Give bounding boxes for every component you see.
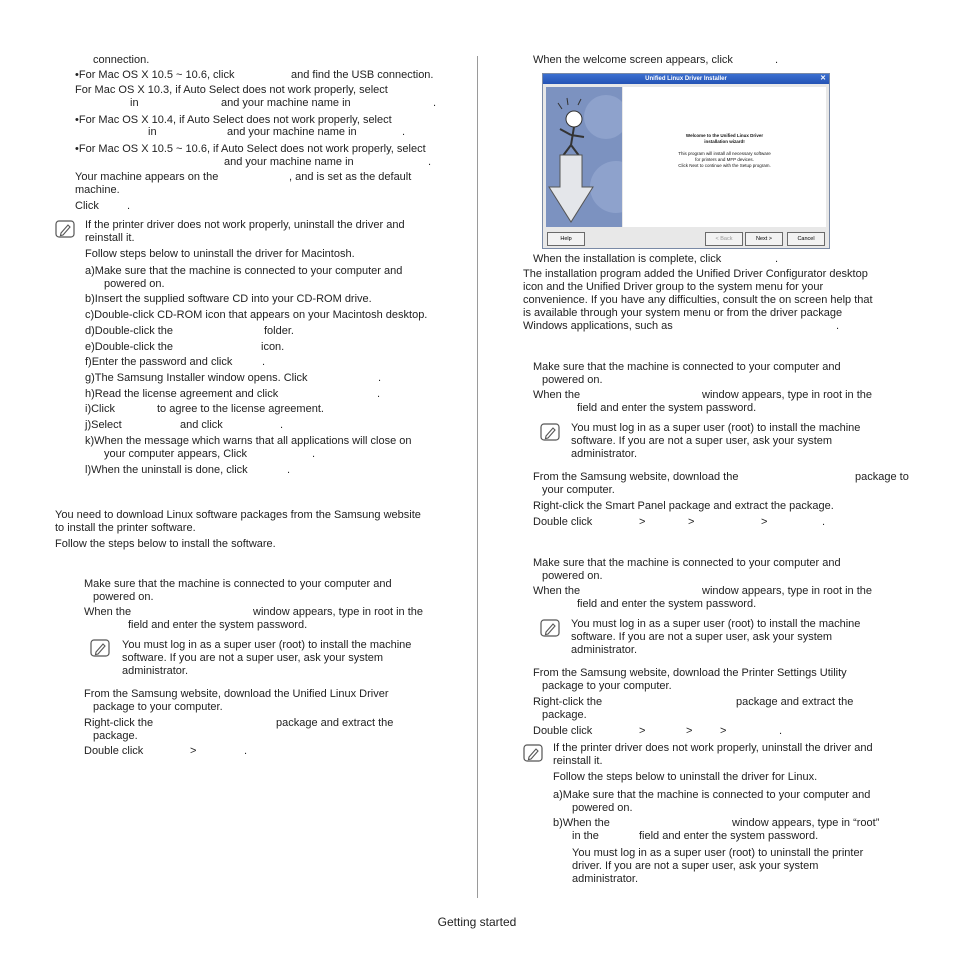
step-text: .: [244, 745, 248, 757]
step-text: Double click: [533, 725, 593, 737]
step-text: package to your computer.: [542, 680, 672, 692]
column-divider: [477, 56, 478, 898]
step-text: field and enter the system password.: [577, 598, 757, 610]
step-text: f)Enter the password and click: [85, 356, 233, 368]
back-button[interactable]: < Back: [705, 232, 743, 246]
text-line: For Mac OS X 10.3, if Auto Select does not work properly, select: [75, 84, 388, 96]
note-text: If the printer driver does not work properly, uninstall the driver and: [553, 742, 873, 754]
step-text: >: [639, 725, 646, 737]
step-text: a)Make sure that the machine is connected to your computer and: [85, 265, 403, 277]
step-text: >: [190, 745, 197, 757]
step-text: powered on.: [93, 591, 154, 603]
step-text: package to: [855, 471, 909, 483]
step-text: .: [378, 372, 382, 384]
text-line: connection.: [93, 54, 150, 66]
step-text: >: [688, 516, 695, 528]
step-text: .: [280, 419, 284, 431]
step-text: .: [377, 388, 381, 400]
next-button[interactable]: Next >: [745, 232, 783, 246]
close-icon[interactable]: ✕: [820, 75, 826, 82]
step-text: .: [262, 356, 266, 368]
text-line: , and is set as the default: [289, 171, 412, 183]
step-text: powered on.: [542, 570, 603, 582]
help-button[interactable]: Help: [547, 232, 585, 246]
step-text: Double click: [533, 516, 593, 528]
text-line: .: [402, 126, 406, 138]
paragraph-line: The installation program added the Unified Driver Configurator desktop: [523, 268, 868, 280]
step-text: field and enter the system password.: [128, 619, 308, 631]
installer-welcome-panel: [623, 87, 826, 227]
step-text: When the: [533, 585, 581, 597]
step-text: powered on.: [572, 802, 633, 814]
step-text: i)Click: [85, 403, 115, 415]
note-text: software. If you are not a super user, ask your system: [571, 631, 833, 643]
step-text: >: [761, 516, 768, 528]
step-text: Make sure that the machine is connected to your computer and: [84, 578, 392, 590]
text-line: .: [428, 156, 432, 168]
welcome-body: This program will install all necessary software: [678, 151, 771, 156]
step-text: a)Make sure that the machine is connected to your computer and: [553, 789, 871, 801]
paragraph-line: is available through your system menu or from the driver package: [523, 307, 843, 319]
step-text: package and extract the: [736, 696, 854, 708]
step-text: window appears, type in “root”: [732, 817, 880, 829]
paragraph-line: to install the printer software.: [55, 522, 196, 534]
note-text: administrator.: [571, 644, 638, 656]
installer-button-bar: [543, 229, 829, 248]
cancel-button[interactable]: Cancel: [787, 232, 825, 246]
note-text: administrator.: [122, 665, 189, 677]
note-text: reinstall it.: [85, 232, 135, 244]
step-text: When the: [533, 389, 581, 401]
welcome-heading: Welcome to the Unified Linux Driver: [685, 133, 764, 138]
note-text: You must log in as a super user (root) to install the machine: [571, 618, 861, 630]
note-text: You must log in as a super user (root) to uninstall the printer: [572, 847, 864, 859]
installer-window-screenshot: [542, 73, 830, 249]
step-text: >: [720, 725, 727, 737]
step-text: .: [779, 725, 783, 737]
step-text: powered on.: [542, 374, 603, 386]
note-pencil-icon: [540, 619, 560, 637]
step-text: your computer.: [542, 484, 615, 496]
step-text: l)When the uninstall is done, click: [85, 464, 248, 476]
text-line: .: [775, 54, 779, 66]
text-line: in: [130, 97, 139, 109]
installer-side-graphic: [546, 87, 622, 227]
note-text: administrator.: [571, 448, 638, 460]
note-pencil-icon: [90, 639, 110, 657]
text-line: Click: [75, 200, 99, 212]
note-pencil-icon: [540, 423, 560, 441]
text-line: When the welcome screen appears, click: [533, 54, 733, 66]
step-text: powered on.: [104, 278, 165, 290]
step-text: and click: [180, 419, 223, 431]
welcome-body: for printers and MFP devices.: [695, 157, 754, 162]
step-text: Right-click the: [84, 717, 154, 729]
text-line: •For Mac OS X 10.5 ~ 10.6, click: [75, 69, 235, 81]
paragraph-line: icon and the Unified Driver group to the system menu for your: [523, 281, 824, 293]
text-line: .: [433, 97, 437, 109]
step-text: Right-click the Smart Panel package and extract the package.: [533, 500, 834, 512]
installer-title: Unified Linux Driver Installer: [645, 76, 727, 82]
step-text: g)The Samsung Installer window opens. Click: [85, 372, 308, 384]
step-text: folder.: [264, 325, 294, 337]
paragraph-line: Follow the steps below to install the software.: [55, 538, 276, 550]
text-line: •For Mac OS X 10.5 ~ 10.6, if Auto Select does not work properly, select: [75, 143, 426, 155]
step-text: Double click: [84, 745, 144, 757]
step-text: package to your computer.: [93, 701, 223, 713]
paragraph-line: .: [836, 320, 840, 332]
step-text: e)Double-click the: [85, 341, 174, 353]
step-text: window appears, type in root in the: [253, 606, 423, 618]
step-text: package.: [542, 709, 587, 721]
note-pencil-icon: [523, 744, 543, 762]
note-text: Follow the steps below to uninstall the driver for Linux.: [553, 771, 818, 783]
paragraph-line: Windows applications, such as: [523, 320, 673, 332]
step-text: b)When the: [553, 817, 610, 829]
installer-title-bar: [543, 74, 829, 84]
installer-mascot-arrow-icon: [546, 87, 622, 227]
step-text: field and enter the system password.: [639, 830, 819, 842]
step-text: From the Samsung website, download the Unified Linux Driver: [84, 688, 389, 700]
step-text: When the: [84, 606, 132, 618]
step-text: b)Insert the supplied software CD into your CD-ROM drive.: [85, 293, 372, 305]
note-text: If the printer driver does not work properly, uninstall the driver and: [85, 219, 405, 231]
note-text: administrator.: [572, 873, 639, 885]
text-line: and your machine name in: [227, 126, 357, 138]
step-text: Right-click the: [533, 696, 603, 708]
note-pencil-icon: [55, 220, 75, 238]
step-text: .: [822, 516, 826, 528]
note-text: software. If you are not a super user, ask your system: [122, 652, 384, 664]
step-text: Make sure that the machine is connected to your computer and: [533, 361, 841, 373]
note-text: software. If you are not a super user, ask your system: [571, 435, 833, 447]
step-text: package and extract the: [276, 717, 394, 729]
step-text: .: [287, 464, 291, 476]
step-text: >: [639, 516, 646, 528]
text-line: Your machine appears on the: [75, 171, 219, 183]
note-text: Follow steps below to uninstall the driver for Macintosh.: [85, 248, 355, 260]
paragraph-line: convenience. If you have any difficulties, consult the on screen help that: [523, 294, 873, 306]
text-line: machine.: [75, 184, 120, 196]
step-text: Make sure that the machine is connected to your computer and: [533, 557, 841, 569]
step-text: d)Double-click the: [85, 325, 174, 337]
welcome-heading: installation wizard!: [704, 139, 745, 144]
step-text: window appears, type in root in the: [702, 389, 872, 401]
text-line: and your machine name in: [221, 97, 351, 109]
text-line: .: [775, 253, 779, 265]
step-text: to agree to the license agreement.: [157, 403, 324, 415]
step-text: .: [312, 448, 316, 460]
page-footer: Getting started: [437, 915, 517, 929]
step-text: From the Samsung website, download the: [533, 471, 739, 483]
welcome-body: Click Next to continue with the Setup program.: [678, 163, 771, 168]
step-text: in the: [572, 830, 599, 842]
step-text: >: [686, 725, 693, 737]
text-line: .: [127, 200, 131, 212]
note-text: You must log in as a super user (root) to install the machine: [122, 639, 412, 651]
text-line: •For Mac OS X 10.4, if Auto Select does not work properly, select: [75, 114, 392, 126]
step-text: From the Samsung website, download the Printer Settings Utility: [533, 667, 847, 679]
paragraph-line: You need to download Linux software packages from the Samsung website: [55, 509, 421, 521]
step-text: field and enter the system password.: [577, 402, 757, 414]
step-text: your computer appears, Click: [104, 448, 248, 460]
step-text: window appears, type in root in the: [702, 585, 872, 597]
text-line: and find the USB connection.: [291, 69, 434, 81]
text-line: and your machine name in: [224, 156, 354, 168]
step-text: package.: [93, 730, 138, 742]
step-text: icon.: [261, 341, 285, 353]
note-text: driver. If you are not a super user, ask your system: [572, 860, 819, 872]
note-text: You must log in as a super user (root) to install the machine: [571, 422, 861, 434]
text-line: in: [148, 126, 157, 138]
step-text: c)Double-click CD-ROM icon that appears on your Macintosh desktop.: [85, 309, 428, 321]
step-text: h)Read the license agreement and click: [85, 388, 279, 400]
step-text: j)Select: [85, 419, 122, 431]
note-text: reinstall it.: [553, 755, 603, 767]
text-line: When the installation is complete, click: [533, 253, 722, 265]
step-text: k)When the message which warns that all applications will close on: [85, 435, 412, 447]
